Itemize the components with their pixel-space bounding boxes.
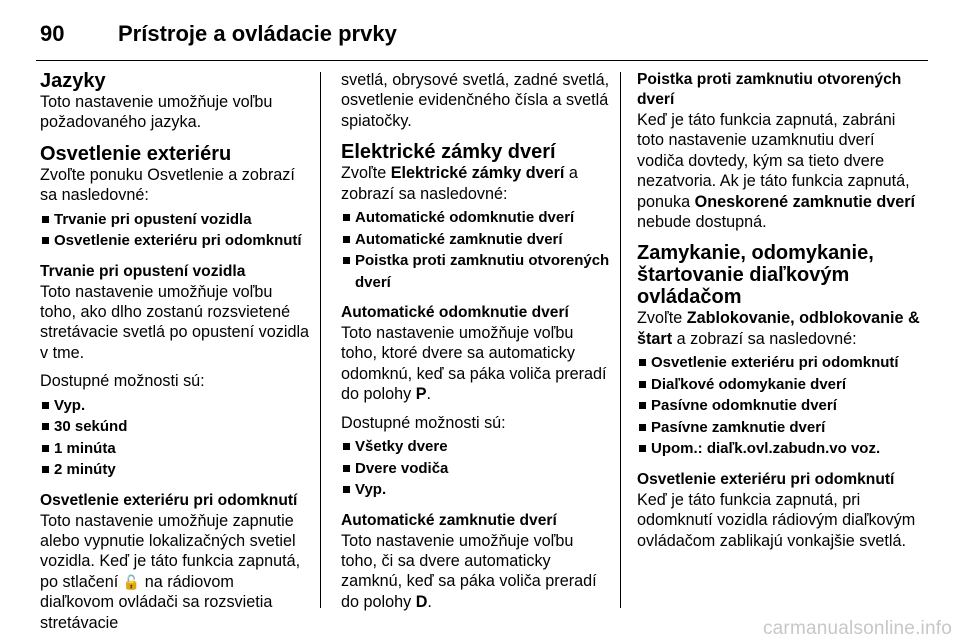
heading-jazyky: Jazyky bbox=[40, 70, 106, 92]
list-item: Upom.: diaľk.ovl.zabudn.vo voz. bbox=[637, 438, 922, 460]
paragraph-continued: svetlá, obrysové svetlá, zadné svetlá, osvetlenie evidenčného čísla a svetlá spiatočky. bbox=[341, 71, 610, 130]
column-divider bbox=[620, 72, 621, 608]
heading-elektricke-zamky: Elektrické zámky dverí bbox=[341, 141, 556, 164]
list-item: Osvetlenie exteriéru pri odomknutí bbox=[637, 352, 922, 374]
list-item: Vyp. bbox=[40, 395, 312, 417]
paragraph-trvanie: Toto nastavenie umožňuje voľbu toho, ako dlho zostanú rozsvietené stretávacie svetlá po opustení vozidla v tme. bbox=[40, 282, 310, 362]
column-2 bbox=[341, 70, 611, 612]
list-item: Poistka proti zamknutiu otvorených dverí bbox=[341, 250, 611, 293]
list-item: Pasívne zamknutie dverí bbox=[637, 417, 922, 439]
list-item: Pasívne odomknutie dverí bbox=[637, 395, 922, 417]
paragraph-moznosti: Dostupné možnosti sú: bbox=[341, 413, 506, 432]
page-title: Prístroje a ovládacie prvky bbox=[118, 21, 397, 46]
list-item: Automatické odomknutie dverí bbox=[341, 207, 611, 229]
list-item: 2 minúty bbox=[40, 459, 312, 481]
list-item: 1 minúta bbox=[40, 438, 312, 460]
paragraph-zamky: Zvoľte Elektrické zámky dverí a zobrazí sa nasledovné: bbox=[341, 164, 578, 203]
paragraph-automaticke-odomknutie: Toto nastavenie umožňuje voľbu toho, ktoré dvere sa automaticky odomknú, keď sa páka voliča preradí do polohy P. bbox=[341, 324, 607, 404]
watermark-brand: carmanualsonline.info bbox=[762, 618, 952, 639]
column-divider bbox=[320, 72, 321, 608]
paragraph-moznosti: Dostupné možnosti sú: bbox=[40, 372, 205, 391]
list-item: Všetky dvere bbox=[341, 436, 611, 458]
column-3 bbox=[637, 70, 922, 551]
heading-trvanie: Trvanie pri opustení vozidla bbox=[40, 262, 246, 280]
unlock-icon: 🔓 bbox=[122, 573, 141, 590]
page-header bbox=[36, 20, 928, 61]
heading-automaticke-odomknutie: Automatické odomknutie dverí bbox=[341, 304, 569, 322]
page-number: 90 bbox=[40, 21, 65, 46]
paragraph-osvetlenie: Zvoľte ponuku Osvetlenie a zobrazí sa nasledovné: bbox=[40, 165, 295, 205]
list-item: Vyp. bbox=[341, 479, 611, 501]
list-automaticke-odomknutie bbox=[341, 436, 611, 501]
list-item: Diaľkové odomykanie dverí bbox=[637, 374, 922, 396]
paragraph-automaticke-zamknutie: Toto nastavenie umožňuje voľbu toho, či sa dvere automaticky zamknú, keď sa páka voliča preradí do polohy D. bbox=[341, 531, 597, 611]
list-item: Osvetlenie exteriéru pri odomknutí bbox=[40, 230, 312, 252]
list-zamykanie bbox=[637, 352, 922, 460]
heading-osvetlenie-pri-odomknuti: Osvetlenie exteriéru pri odomknutí bbox=[40, 491, 298, 509]
heading-osvetlenie-exterieru: Osvetlenie exteriéru bbox=[40, 142, 232, 165]
heading-automaticke-zamknutie: Automatické zamknutie dverí bbox=[341, 511, 557, 529]
list-item: 30 sekúnd bbox=[40, 416, 312, 438]
list-trvanie bbox=[40, 395, 312, 481]
paragraph-jazyky: Toto nastavenie umožňuje voľbu požadovaného jazyka. bbox=[40, 93, 273, 132]
list-item: Dvere vodiča bbox=[341, 458, 611, 480]
heading-poistka: Poistka proti zamknutiu otvorených dverí bbox=[637, 71, 902, 108]
list-osvetlenie bbox=[40, 209, 312, 252]
list-item: Automatické zamknutie dverí bbox=[341, 229, 611, 251]
list-zamky bbox=[341, 207, 611, 293]
paragraph-osvetlenie-pri-odomknuti: Toto nastavenie umožňuje zapnutie alebo vypnutie lokalizačných svetiel vozidla. Keď je táto funkcia zapnutá, po stlačení 🔓 na rádiovom diaľkovom ovládači sa rozsvietia stretávacie bbox=[40, 511, 301, 632]
paragraph-zamykanie: Zvoľte Zablokovanie, odblokovanie & štart a zobrazí sa nasledovné: bbox=[637, 309, 920, 348]
list-item: Trvanie pri opustení vozidla bbox=[40, 209, 312, 231]
paragraph-osvetlenie-pri-odomknuti: Keď je táto funkcia zapnutá, pri odomknutí vozidla rádiovým diaľkovým ovládačom zablikajú vonkajšie svetlá. bbox=[637, 490, 916, 550]
heading-osvetlenie-pri-odomknuti: Osvetlenie exteriéru pri odomknutí bbox=[637, 470, 895, 488]
paragraph-poistka: Keď je táto funkcia zapnutá, zabráni toto nastavenie uzamknutiu dverí vodiča dovtedy, kým sa tieto dvere nezatvoria. Ak je táto funkcia zapnutá, ponuka Oneskorené zamknutie dverí nebude dostupná. bbox=[637, 111, 916, 232]
heading-zamykanie: Zamykanie, odomykanie, štartovanie diaľkovým ovládačom bbox=[637, 242, 874, 309]
column-1 bbox=[40, 70, 312, 633]
